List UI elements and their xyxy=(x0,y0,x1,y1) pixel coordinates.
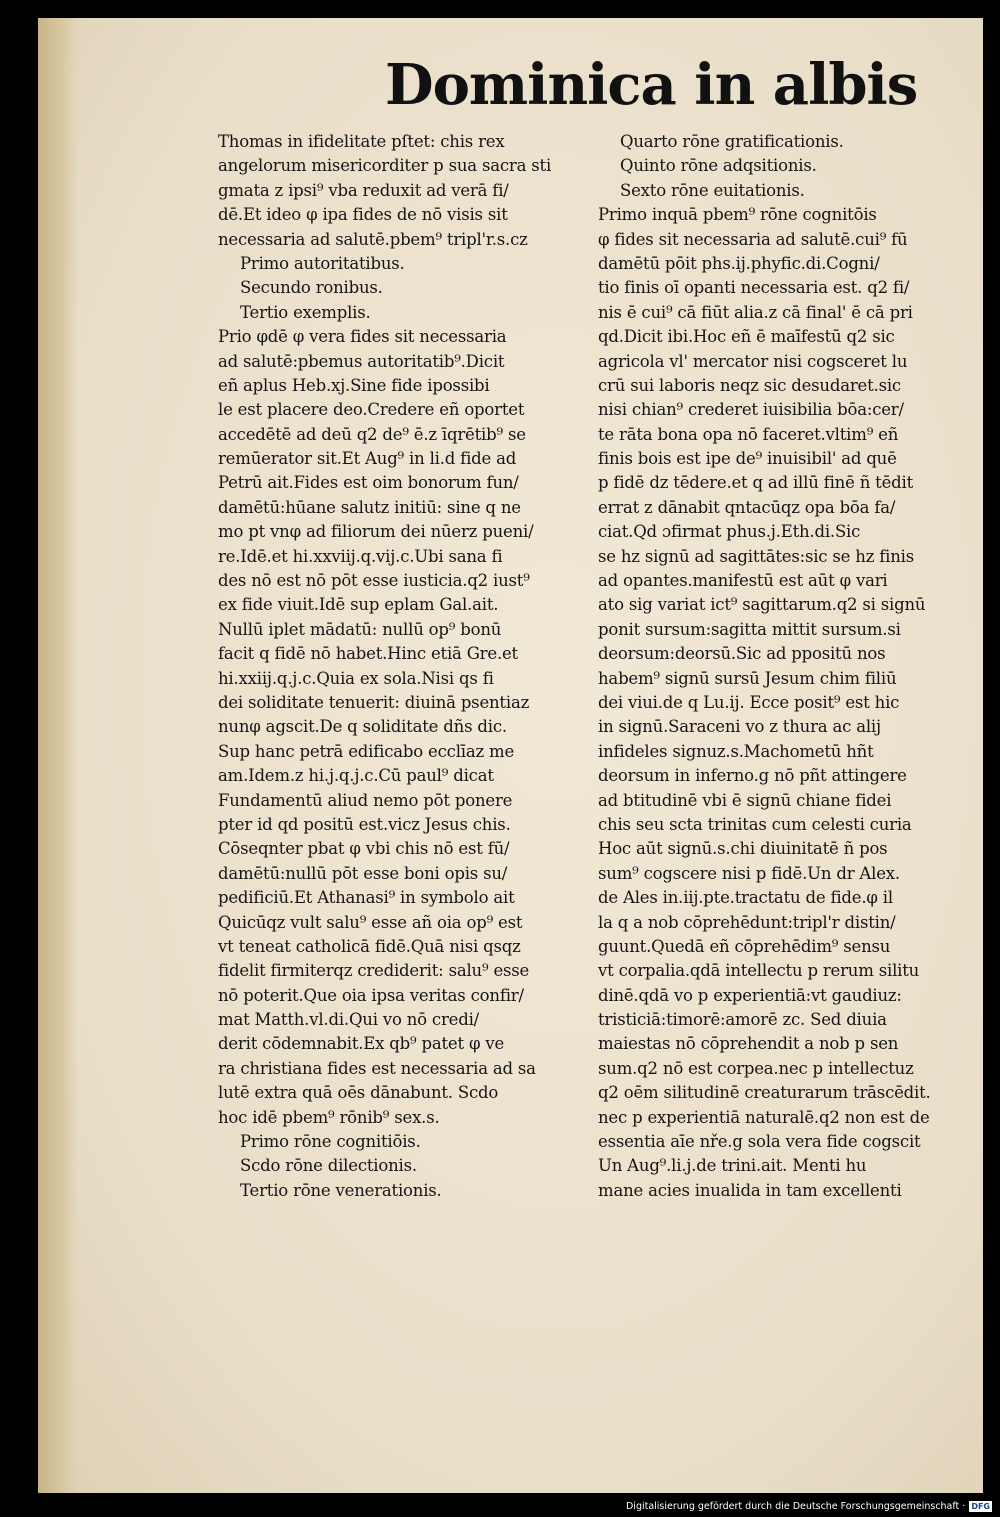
left-column-line: lutē extra quā oēs dānabunt. Scdo xyxy=(218,1083,499,1103)
right-column-line: deorsum:deorsū.Sic ad ppositū nos xyxy=(598,644,886,664)
left-column-line: Secundo ronibus. xyxy=(240,278,383,298)
left-column-line: hi.xxiij.q.j.c.Quia ex sola.Nisi qs fi xyxy=(218,668,494,688)
left-column-line: Tertio rōne venerationis. xyxy=(240,1180,442,1200)
right-column-line: ad opantes.manifestū est aūt φ vari xyxy=(598,571,888,591)
left-column-line: damētū:nullū pōt esse boni opis su/ xyxy=(218,863,508,883)
left-column-line: vt teneat catholicā fidē.Quā nisi qsqz xyxy=(218,936,521,956)
left-column-line: ra christiana fides est necessaria ad sa xyxy=(218,1058,536,1078)
left-column-line: necessaria ad salutē.pbem⁹ tripl'r.s.cz xyxy=(218,229,528,249)
right-column-line: se hz signū ad sagittātes:sic se hz finis xyxy=(598,546,914,566)
right-column-line: agricola vl' mercator nisi cogsceret lu xyxy=(598,351,908,371)
right-column-line: Sexto rōne euitationis. xyxy=(620,180,805,200)
left-column-line: accedētē ad deū q2 de⁹ ē.z īqrētib⁹ se xyxy=(218,424,526,444)
left-column-line: pedificiū.Et Athanasi⁹ in symbolo ait xyxy=(218,888,515,908)
right-column-line: vt corpalia.qdā intellectu p rerum silitu xyxy=(598,961,920,981)
left-column-line: gmata z ipsi⁹ vba reduxit ad verā fi/ xyxy=(218,180,509,200)
page-title: Dominica in albis xyxy=(385,52,918,118)
right-column-line: Quarto rōne gratificationis. xyxy=(620,132,844,151)
left-column-line: Petrū ait.Fides est oim bonorum fun/ xyxy=(218,473,519,493)
left-column-line: Fundamentū aliud nemo pōt ponere xyxy=(218,790,513,810)
right-column-line: sum⁹ cogscere nisi p fidē.Un dr Alex. xyxy=(598,863,900,883)
left-column-line: Primo autoritatibus. xyxy=(240,253,405,273)
left-column-line: am.Idem.z hi.j.q.j.c.Cū paul⁹ dicat xyxy=(218,766,494,786)
left-column-line: Tertio exemplis. xyxy=(240,302,371,322)
right-column-line: ad btitudinē vbi ē signū chiane fidei xyxy=(598,790,892,810)
left-column-line: Thomas in ifidelitate pſtet: chis rex xyxy=(218,132,505,151)
left-column-line: remūerator sit.Et Aug⁹ in li.d fide ad xyxy=(218,449,517,469)
right-column-line: errat z dānabit qntacūqz opa bōa fa/ xyxy=(598,497,896,517)
left-column-line: Primo rōne cognitiōis. xyxy=(240,1132,421,1152)
right-column-line: ato sig variat ict⁹ sagittarum.q2 si signū xyxy=(598,595,926,615)
right-column-line: nisi chian⁹ crederet iuisibilia bōa:cer/ xyxy=(598,400,904,420)
right-column-line: dinē.qdā vo p experientiā:vt gaudiuz: xyxy=(598,985,902,1005)
right-column-line: Primo inquā pbem⁹ rōne cognitōis xyxy=(598,205,877,225)
digitization-footer xyxy=(626,1499,992,1513)
left-column-line: nunφ agscit.De q soliditate dñs dic. xyxy=(218,717,507,737)
right-column-line: sum.q2 nō est corpea.nec p intellectuz xyxy=(598,1058,914,1078)
right-column-line: infideles signuz.s.Machometū hñt xyxy=(598,741,874,761)
right-column-line: dei viui.de q Lu.ij. Ecce posit⁹ est hic xyxy=(598,692,900,712)
dfg-logo: DFG xyxy=(971,1501,990,1511)
left-column-line: derit cōdemnabit.Ex qb⁹ patet φ ve xyxy=(218,1034,505,1054)
right-column-line: Hoc aūt signū.s.chi diuinitatē ñ pos xyxy=(598,839,888,859)
left-column-line: re.Idē.et hi.xxviij.q.vij.c.Ubi sana fi xyxy=(218,546,503,566)
left-column-line: ex fide viuit.Idē sup eplam Gal.ait. xyxy=(218,595,499,615)
right-column-line: chis seu scta trinitas cum celesti curia xyxy=(598,814,912,834)
left-column-line: dei soliditate tenuerit: diuinā psentiaz xyxy=(218,692,530,712)
left-column-line: Quicūqz vult salu⁹ esse añ oia op⁹ est xyxy=(218,912,523,932)
right-column-line: mane acies inualida in tam excellenti xyxy=(598,1180,902,1200)
right-column-line: deorsum in inferno.g nō pñt attingere xyxy=(598,766,907,786)
right-column-line: crū sui laboris neqz sic desudaret.sic xyxy=(598,375,901,395)
right-column-line: ponit sursum:sagitta mittit sursum.si xyxy=(598,619,901,639)
right-column-line: essentia aīe nře.g sola vera fide cogscit xyxy=(598,1132,921,1152)
right-column-line: maiestas nō cōprehendit a nob p sen xyxy=(598,1034,899,1054)
right-column-line: nec p experientiā naturalē.q2 non est de xyxy=(598,1107,930,1127)
right-column-line: tristiciā:timorē:amorē zc. Sed diuia xyxy=(598,1010,887,1030)
left-column-line: pter id qd positū est.vicz Jesus chis. xyxy=(218,814,511,834)
right-column-line: de Ales in.iij.pte.tractatu de fide.φ il xyxy=(598,888,893,908)
left-column-line: des nō est nō pōt esse iusticia.q2 iust⁹ xyxy=(218,571,530,591)
right-column-line: qd.Dicit ibi.Hoc eñ ē maīfestū q2 sic xyxy=(598,327,895,347)
left-column-line: hoc idē pbem⁹ rōnib⁹ sex.s. xyxy=(218,1107,440,1127)
left-column-line: mo pt vnφ ad filiorum dei nūerz pueni/ xyxy=(218,522,534,542)
left-column-line: angelorum misericorditer p sua sacra sti xyxy=(218,156,552,176)
right-column-line: te rāta bona opa nō faceret.vltim⁹ eñ xyxy=(598,424,899,444)
left-column-line: damētū:hūane salutz initiū: sine q ne xyxy=(218,497,521,517)
left-column-line: le est placere deo.Credere eñ oportet xyxy=(218,400,525,420)
right-column-line: damētū pōit phs.ij.phyfic.di.Cogni/ xyxy=(598,253,880,273)
right-column-line: φ fides sit necessaria ad salutē.cui⁹ fū xyxy=(598,229,908,249)
footer-credit-text: Digitalisierung gefördert durch die Deutsche Forschungsgemeinschaft · xyxy=(625,1500,966,1512)
left-column-line: eñ aplus Heb.xj.Sine fide ipossibi xyxy=(218,375,490,395)
right-column-line: Quinto rōne adqsitionis. xyxy=(620,156,817,176)
left-column-line: Nullū iplet mādatū: nullū op⁹ bonū xyxy=(218,619,502,639)
left-column-line: facit q fidē nō habet.Hinc etiā Gre.et xyxy=(218,644,518,664)
left-column-line: fidelit firmiterqz crediderit: salu⁹ esse xyxy=(218,961,530,981)
left-column-line: Prio φdē φ vera fides sit necessaria xyxy=(218,327,507,347)
right-column-line: in signū.Saraceni vo z thura ac alij xyxy=(598,717,881,737)
right-column-line: finis bois est ipe de⁹ inuisibil' ad quē xyxy=(598,449,897,469)
right-text-column xyxy=(598,130,963,1203)
left-text-column xyxy=(218,130,578,1203)
left-column-line: ad salutē:pbemus autoritatib⁹.Dicit xyxy=(218,351,505,371)
right-column-line: ciat.Qd ɔfirmat phus.j.Eth.di.Sic xyxy=(598,522,861,542)
left-column-line: Cōseqnter pbat φ vbi chis nō est fū/ xyxy=(218,839,510,859)
right-column-line: habem⁹ signū sursū Jesum chim filiū xyxy=(598,668,897,688)
right-column-line: q2 oēm silitudinē creaturarum trāscēdit. xyxy=(598,1083,931,1103)
right-column-line: la q a nob cōprehēdunt:tripl'r distin/ xyxy=(598,912,896,932)
right-column-line: p fidē dz tēdere.et q ad illū finē ñ tēdit xyxy=(598,473,914,493)
left-column-line: mat Matth.vl.di.Qui vo nō credi/ xyxy=(218,1010,480,1030)
left-column-line: dē.Et ideo φ ipa fides de nō visis sit xyxy=(218,205,508,225)
left-column-line: Sup hanc petrā edificabo ecclīaz me xyxy=(218,741,515,761)
left-column-line: Scdo rōne dilectionis. xyxy=(240,1156,417,1176)
left-column-line: nō poterit.Que oia ipsa veritas confir/ xyxy=(218,985,524,1005)
page-binding-edge xyxy=(38,18,78,1493)
right-column-line: nis ē cui⁹ cā fiūt alia.z cā final' ē cā pri xyxy=(598,302,913,322)
right-column-line: guunt.Quedā eñ cōprehēdim⁹ sensu xyxy=(598,936,891,956)
right-column-line: Un Aug⁹.li.j.de trini.ait. Menti hu xyxy=(598,1156,867,1176)
right-column-line: tio finis oī opanti necessaria est. q2 fi/ xyxy=(598,278,910,298)
